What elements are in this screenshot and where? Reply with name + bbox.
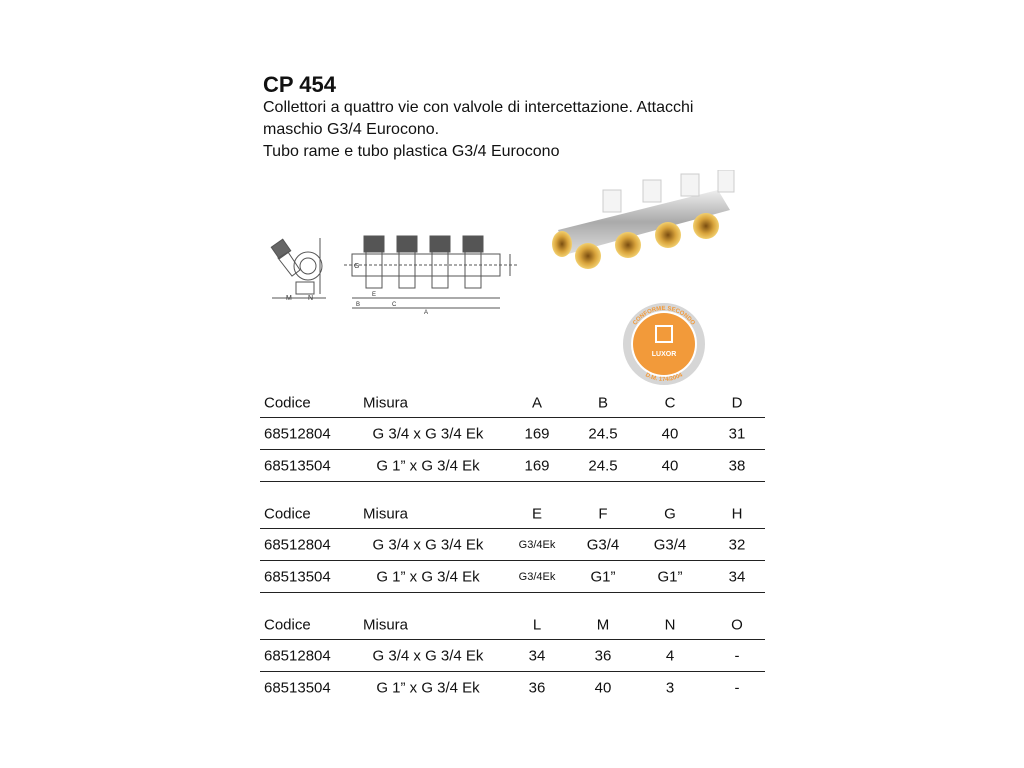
product-photo <box>548 170 738 290</box>
header-misura: Misura <box>363 616 409 634</box>
header-codice: Codice <box>264 505 311 523</box>
label-e: E <box>372 292 377 298</box>
label-n: N <box>308 295 314 302</box>
divider <box>260 592 765 593</box>
cell-codice: 68512804 <box>264 425 331 442</box>
header-n: N <box>664 616 676 634</box>
table-row <box>260 418 765 449</box>
dimensions-table-1 <box>260 389 765 482</box>
table-row <box>260 561 765 592</box>
label-m: M <box>286 295 292 302</box>
cell-codice: 68513504 <box>264 568 331 585</box>
front-view-drawing <box>342 228 522 318</box>
cell-c: 40 <box>661 457 679 474</box>
cell-misura: G 1” x G 3/4 Ek <box>376 457 480 474</box>
header-codice: Codice <box>264 394 311 412</box>
table-row <box>260 640 765 671</box>
dimensions-table-3 <box>260 611 765 703</box>
cell-h: 34 <box>728 568 746 585</box>
cell-o: - <box>734 647 740 664</box>
header-d: D <box>731 394 743 412</box>
table-row <box>260 529 765 560</box>
luxor-conformity-badge <box>620 300 708 388</box>
cell-f: G1” <box>590 568 616 585</box>
cell-l: 34 <box>528 647 546 664</box>
table-row <box>260 450 765 481</box>
header-a: A <box>531 394 543 412</box>
divider <box>260 481 765 482</box>
header-b: B <box>597 394 609 412</box>
label-a: A <box>424 310 429 316</box>
table-header <box>260 389 765 417</box>
cell-m: 36 <box>594 647 612 664</box>
cell-g: G1” <box>657 568 683 585</box>
header-e: E <box>531 505 543 523</box>
cell-m: 40 <box>594 679 612 696</box>
cell-codice: 68513504 <box>264 679 331 696</box>
header-f: F <box>598 505 608 523</box>
cell-a: 169 <box>524 425 550 442</box>
cell-d: 38 <box>728 457 746 474</box>
cell-e: G3/4Ek <box>518 538 556 551</box>
header-codice: Codice <box>264 616 311 634</box>
cell-misura: G 1” x G 3/4 Ek <box>376 568 480 585</box>
header-c: C <box>664 394 676 412</box>
cell-misura: G 1” x G 3/4 Ek <box>376 679 480 696</box>
label-c: C <box>392 302 397 308</box>
badge-top-text: CONFORME SECONDO <box>632 305 696 327</box>
label-b: B <box>356 302 361 308</box>
cell-e: G3/4Ek <box>518 570 556 583</box>
cell-b: 24.5 <box>588 425 618 442</box>
table-header <box>260 500 765 528</box>
table-header <box>260 611 765 639</box>
table-row <box>260 672 765 703</box>
cell-g: G3/4 <box>653 536 687 553</box>
description-line-2: maschio G3/4 Eurocono. <box>263 121 440 138</box>
description-line-1: Collettori a quattro vie con valvole di intercettazione. Attacchi <box>263 99 694 116</box>
badge-brand: LUXOR <box>651 351 677 358</box>
cell-b: 24.5 <box>588 457 618 474</box>
header-misura: Misura <box>363 505 409 523</box>
cell-o: - <box>734 679 740 696</box>
header-l: L <box>532 616 542 634</box>
header-h: H <box>731 505 743 523</box>
product-title: CP 454 <box>263 72 336 97</box>
cell-codice: 68513504 <box>264 457 331 474</box>
cell-d: 31 <box>728 425 746 442</box>
description-line-3: Tubo rame e tubo plastica G3/4 Eurocono <box>263 143 560 160</box>
header-o: O <box>731 616 743 634</box>
cell-c: 40 <box>661 425 679 442</box>
badge-bottom-text: D.M. 174/2004 <box>644 372 684 384</box>
cell-misura: G 3/4 x G 3/4 Ek <box>372 647 484 664</box>
side-view-drawing <box>268 228 338 303</box>
dimensions-table-2 <box>260 500 765 593</box>
label-g: G <box>354 263 360 270</box>
cell-codice: 68512804 <box>264 536 331 553</box>
header-misura: Misura <box>363 394 409 412</box>
cell-codice: 68512804 <box>264 647 331 664</box>
header-g: G <box>664 505 676 523</box>
cell-a: 169 <box>524 457 550 474</box>
cell-misura: G 3/4 x G 3/4 Ek <box>372 425 484 442</box>
cell-n: 3 <box>665 679 675 696</box>
cell-n: 4 <box>665 647 675 664</box>
cell-h: 32 <box>728 536 746 553</box>
cell-l: 36 <box>528 679 546 696</box>
cell-misura: G 3/4 x G 3/4 Ek <box>372 536 484 553</box>
header-m: M <box>596 616 610 634</box>
cell-f: G3/4 <box>586 536 620 553</box>
